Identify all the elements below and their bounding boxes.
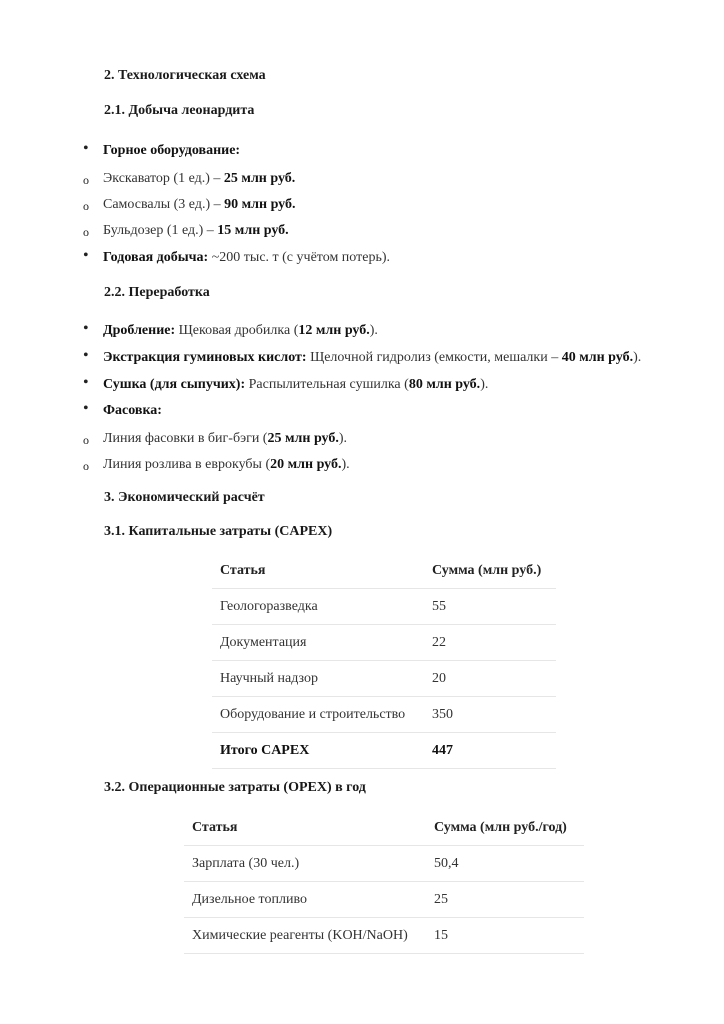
eurocube-value: 20 млн руб.: [270, 457, 342, 472]
extraction-text: Щелочной гидролиз (емкости, мешалки –: [306, 350, 562, 365]
bullet-icon: [83, 374, 89, 392]
table-cell: Химические реагенты (KOH/NaOH): [184, 918, 426, 954]
capex-table: [212, 553, 556, 769]
bullet-icon: [83, 320, 89, 338]
table-cell: Оборудование и строительство: [212, 697, 424, 733]
mining-equipment-label: Горное оборудование:: [103, 143, 241, 158]
list-item-excavator: [103, 171, 295, 187]
crushing-end: ).: [369, 323, 378, 338]
table-cell: 15: [426, 918, 584, 954]
section-3-1-heading: 3.1. Капитальные затраты (CAPEX): [104, 524, 333, 539]
table-cell: 50,4: [426, 846, 584, 882]
list-item-packing: [103, 403, 162, 419]
section-2-1-heading: 2.1. Добыча леонардита: [104, 103, 255, 118]
list-item-mining-equipment: [103, 143, 240, 159]
bullet-icon: [83, 347, 89, 365]
section-3-heading: 3. Экономический расчёт: [104, 490, 265, 505]
table-cell: 55: [424, 589, 556, 625]
table-header-cell: Сумма (млн руб.): [424, 553, 556, 589]
table-cell: Зарплата (30 чел.): [184, 846, 426, 882]
annual-output-text: ~200 тыс. т (с учётом потерь).: [208, 250, 390, 265]
opex-table: [184, 810, 584, 954]
list-item-bigbag: [103, 431, 347, 447]
annual-output-label: Годовая добыча:: [103, 250, 209, 265]
section-2-2-heading: 2.2. Переработка: [104, 285, 210, 300]
trucks-value: 90 млн руб.: [224, 197, 296, 212]
table-cell: Научный надзор: [212, 661, 424, 697]
extraction-value: 40 млн руб.: [561, 350, 634, 365]
table-header-cell: Статья: [184, 810, 426, 846]
bigbag-end: ).: [338, 431, 348, 446]
extraction-label: Экстракция гуминовых кислот:: [103, 350, 307, 365]
eurocube-end: ).: [341, 457, 350, 472]
list-item-annual-output: [103, 250, 390, 266]
list-item-drying: [103, 377, 488, 393]
table-cell: 447: [424, 733, 556, 769]
table-row: [212, 589, 556, 625]
drying-label: Сушка (для сыпучих):: [103, 377, 246, 392]
packing-label: Фасовка:: [103, 403, 162, 418]
drying-value: 80 млн руб.: [408, 377, 481, 392]
excavator-text: Экскаватор (1 ед.) –: [103, 171, 224, 186]
sub-bullet-icon: [83, 225, 89, 241]
list-item-extraction: [103, 350, 641, 366]
table-cell: 22: [424, 625, 556, 661]
drying-end: ).: [480, 377, 489, 392]
table-cell: 350: [424, 697, 556, 733]
list-item-bulldozer: [103, 223, 289, 239]
section-2-heading: 2. Технологическая схема: [104, 68, 266, 83]
table-total-row: [212, 733, 556, 769]
table-row: [184, 918, 584, 954]
table-header-cell: Статья: [212, 553, 424, 589]
list-item-eurocube: [103, 457, 350, 473]
bigbag-text: Линия фасовки в биг-бэги (: [103, 431, 268, 446]
bullet-icon: [83, 400, 89, 418]
table-row: [212, 697, 556, 733]
table-cell: Итого CAPEX: [212, 733, 424, 769]
drying-text: Распылительная сушилка (: [245, 377, 409, 392]
eurocube-text: Линия розлива в еврокубы (: [103, 457, 271, 472]
table-row: [212, 625, 556, 661]
bullet-icon: [83, 140, 89, 158]
sub-bullet-icon: [83, 199, 89, 215]
crushing-value: 12 млн руб.: [298, 323, 370, 338]
section-3-2-heading: 3.2. Операционные затраты (OPEX) в год: [104, 780, 366, 795]
crushing-text: Щековая дробилка (: [175, 323, 299, 338]
bulldozer-value: 15 млн руб.: [217, 223, 289, 238]
bullet-icon: [83, 247, 89, 265]
table-row: [184, 882, 584, 918]
list-item-trucks: [103, 197, 295, 213]
table-header-row: [184, 810, 584, 846]
crushing-label: Дробление:: [103, 323, 176, 338]
bigbag-value: 25 млн руб.: [267, 431, 339, 446]
table-cell: 25: [426, 882, 584, 918]
table-cell: 20: [424, 661, 556, 697]
sub-bullet-icon: [83, 433, 89, 449]
bulldozer-text: Бульдозер (1 ед.) –: [103, 223, 218, 238]
table-header-row: [212, 553, 556, 589]
list-item-crushing: [103, 323, 378, 339]
table-header-cell: Сумма (млн руб./год): [426, 810, 584, 846]
sub-bullet-icon: [83, 459, 89, 475]
table-cell: Документация: [212, 625, 424, 661]
table-row: [212, 661, 556, 697]
table-row: [184, 846, 584, 882]
trucks-text: Самосвалы (3 ед.) –: [103, 197, 225, 212]
excavator-value: 25 млн руб.: [223, 171, 296, 186]
extraction-end: ).: [633, 350, 642, 365]
table-cell: Геологоразведка: [212, 589, 424, 625]
table-cell: Дизельное топливо: [184, 882, 426, 918]
sub-bullet-icon: [83, 173, 89, 189]
